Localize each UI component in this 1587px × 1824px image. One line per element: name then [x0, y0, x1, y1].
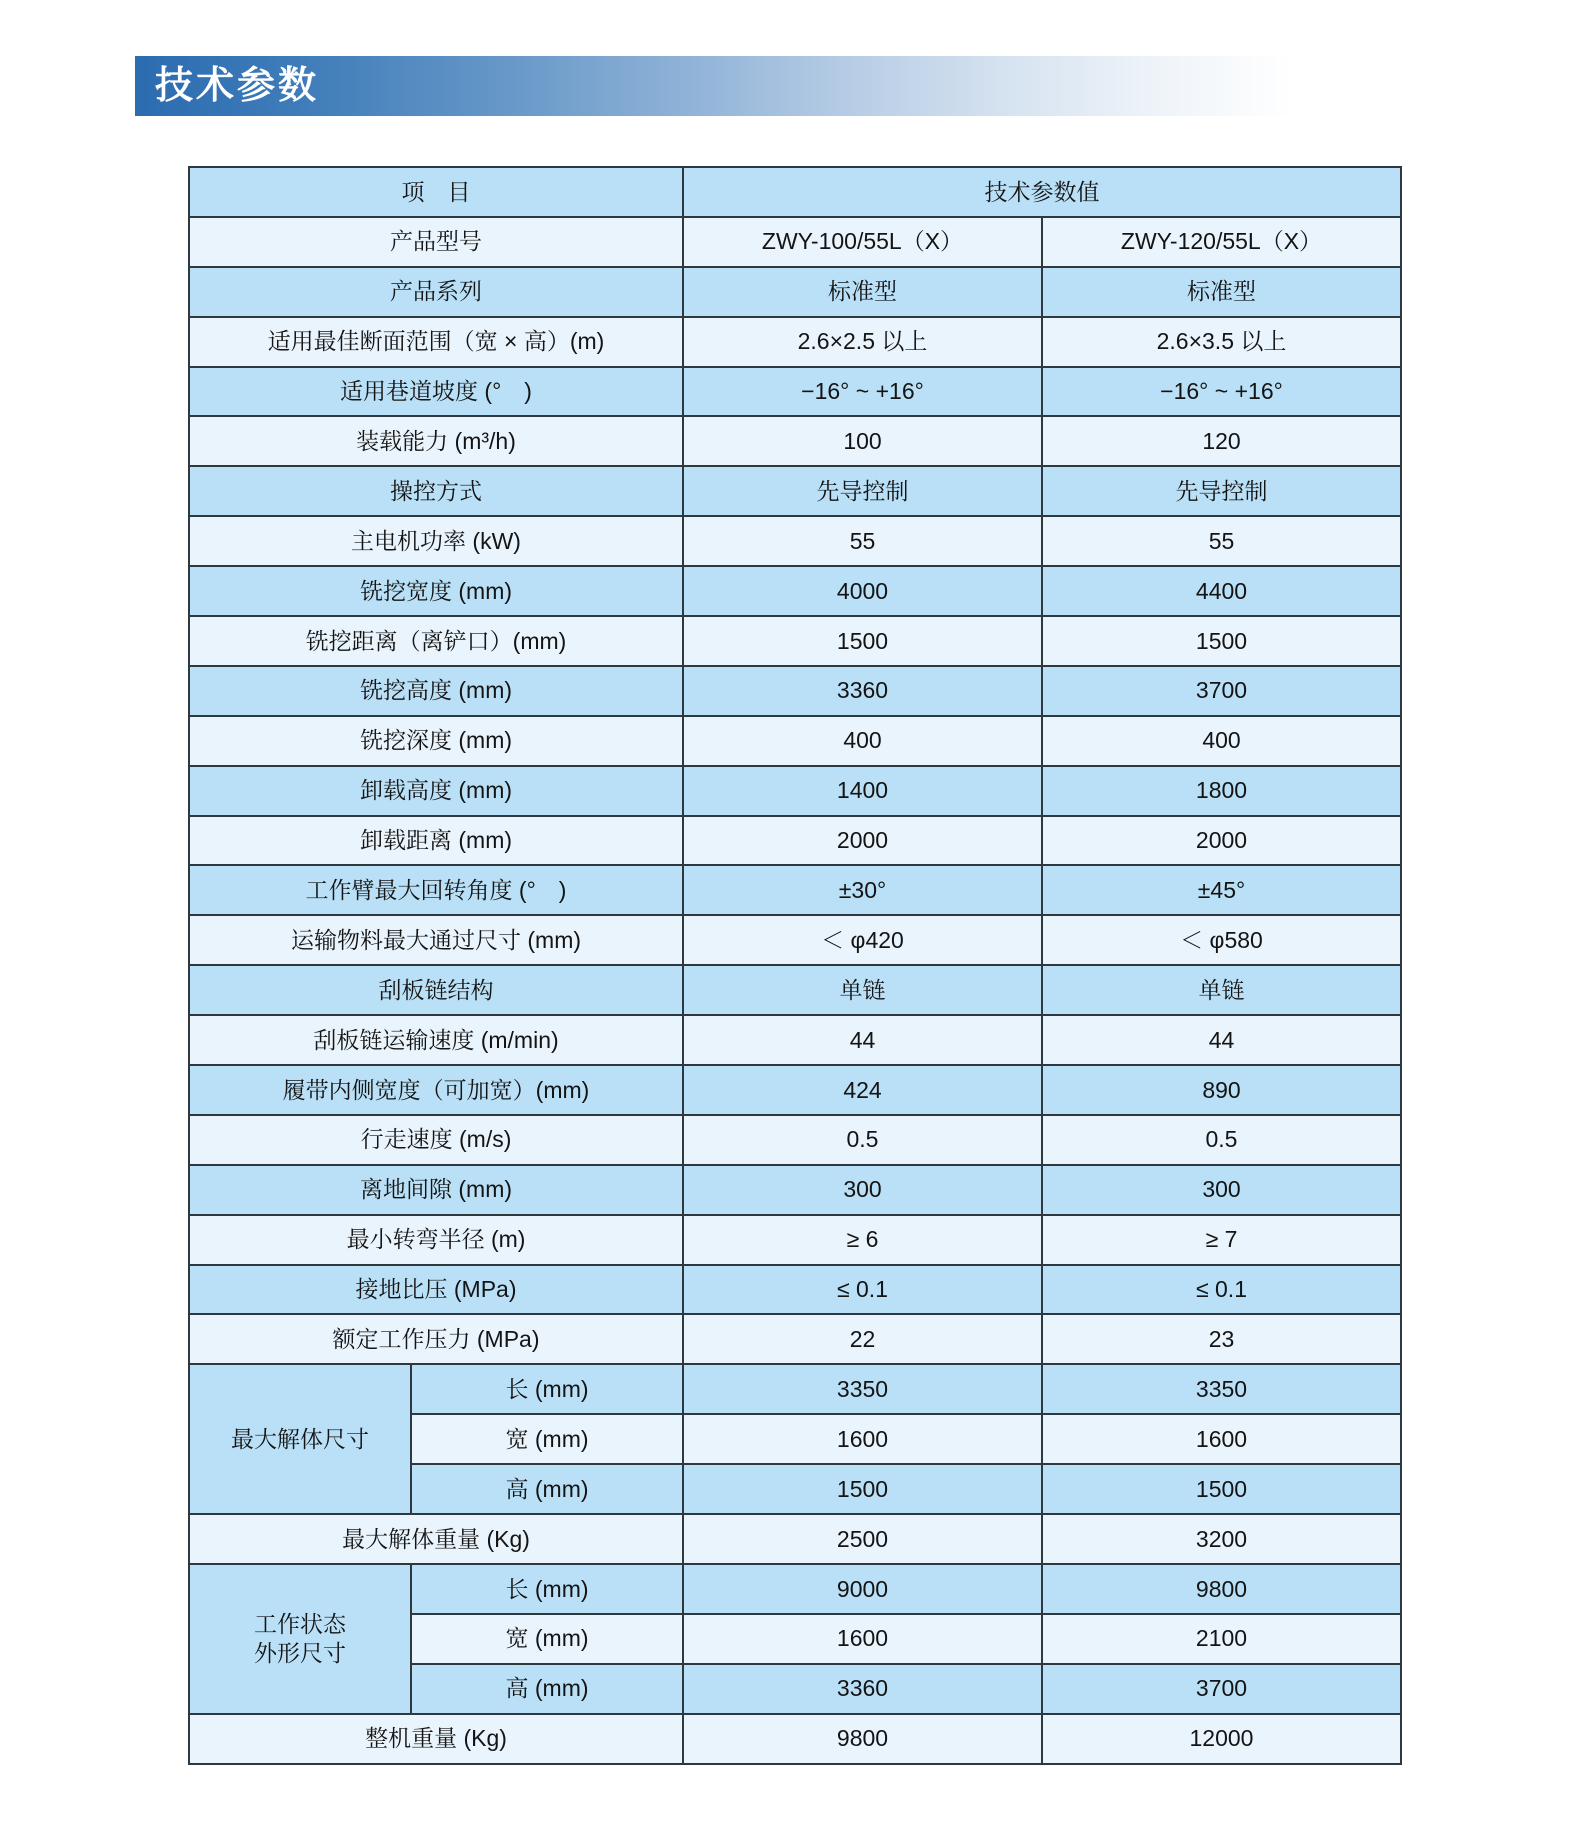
table-row: [189, 516, 1401, 566]
sub-label: 宽 (mm): [411, 1414, 683, 1464]
param-value-2: −16° ~ +16°: [1042, 367, 1401, 417]
section-title: 技术参数: [155, 65, 320, 107]
param-value-1: 先导控制: [683, 466, 1042, 516]
table-row: [189, 1015, 1401, 1065]
param-value-1: 100: [683, 416, 1042, 466]
param-label: 产品型号: [189, 217, 683, 267]
param-label: 工作臂最大回转角度 (° ): [189, 865, 683, 915]
table-row-group: [189, 1364, 1401, 1414]
section-banner: [135, 56, 1330, 116]
param-label: 最大解体重量 (Kg): [189, 1514, 683, 1564]
sub-label: 高 (mm): [411, 1664, 683, 1714]
param-value-2: 23: [1042, 1314, 1401, 1364]
param-value-1: 424: [683, 1065, 1042, 1115]
table-row: [189, 716, 1401, 766]
param-label: 整机重量 (Kg): [189, 1714, 683, 1764]
param-value-2: 12000: [1042, 1714, 1401, 1764]
param-value-2: ≤ 0.1: [1042, 1265, 1401, 1315]
param-label: 卸载高度 (mm): [189, 766, 683, 816]
param-value-2: 1500: [1042, 616, 1401, 666]
param-value-2: ZWY-120/55L（X）: [1042, 217, 1401, 267]
param-value-1: 3360: [683, 666, 1042, 716]
table-row: [189, 1115, 1401, 1165]
param-value-2: 3700: [1042, 666, 1401, 716]
param-value-1: 9800: [683, 1714, 1042, 1764]
param-value-1: 22: [683, 1314, 1042, 1364]
param-label: 最小转弯半径 (m): [189, 1215, 683, 1265]
table-row: [189, 915, 1401, 965]
table-header-row: [189, 167, 1401, 217]
param-value-1: 55: [683, 516, 1042, 566]
param-value-1: −16° ~ +16°: [683, 367, 1042, 417]
param-value-2: 4400: [1042, 566, 1401, 616]
param-label: 行走速度 (m/s): [189, 1115, 683, 1165]
param-value-2: 400: [1042, 716, 1401, 766]
table-row: [189, 466, 1401, 516]
param-value-2: 2100: [1042, 1614, 1401, 1664]
group-label-working: 工作状态 外形尺寸: [189, 1564, 411, 1714]
param-label: 卸载距离 (mm): [189, 816, 683, 866]
param-value-1: ZWY-100/55L（X）: [683, 217, 1042, 267]
table-row: [189, 865, 1401, 915]
param-label: 适用最佳断面范围（宽 × 高）(m): [189, 317, 683, 367]
param-value-1: ≤ 0.1: [683, 1265, 1042, 1315]
table-row: [189, 616, 1401, 666]
param-value-1: 1400: [683, 766, 1042, 816]
param-value-2: 3700: [1042, 1664, 1401, 1714]
table-row: [189, 1714, 1401, 1764]
param-value-2: 300: [1042, 1165, 1401, 1215]
param-value-1: 1500: [683, 616, 1042, 666]
param-value-2: ±45°: [1042, 865, 1401, 915]
param-value-2: 先导控制: [1042, 466, 1401, 516]
header-item: 项 目: [189, 167, 683, 217]
param-value-1: 1600: [683, 1614, 1042, 1664]
table-row: [189, 666, 1401, 716]
group-label-disassembly: 最大解体尺寸: [189, 1364, 411, 1514]
param-value-1: 0.5: [683, 1115, 1042, 1165]
param-label: 运输物料最大通过尺寸 (mm): [189, 915, 683, 965]
param-value-2: 44: [1042, 1015, 1401, 1065]
param-value-2: 890: [1042, 1065, 1401, 1115]
table-row: [189, 217, 1401, 267]
table-row: [189, 1165, 1401, 1215]
table-row: [189, 367, 1401, 417]
param-label: 离地间隙 (mm): [189, 1165, 683, 1215]
param-value-2: 1500: [1042, 1464, 1401, 1514]
param-value-2: 9800: [1042, 1564, 1401, 1614]
param-label: 刮板链运输速度 (m/min): [189, 1015, 683, 1065]
param-label: 操控方式: [189, 466, 683, 516]
param-label: 铣挖距离（离铲口）(mm): [189, 616, 683, 666]
param-label: 产品系列: [189, 267, 683, 317]
table-row: [189, 566, 1401, 616]
param-value-2: 0.5: [1042, 1115, 1401, 1165]
param-value-1: 2.6×2.5 以上: [683, 317, 1042, 367]
param-value-2: 120: [1042, 416, 1401, 466]
param-label: 履带内侧宽度（可加宽）(mm): [189, 1065, 683, 1115]
param-value-1: 44: [683, 1015, 1042, 1065]
param-value-2: 1600: [1042, 1414, 1401, 1464]
param-label: 适用巷道坡度 (° ): [189, 367, 683, 417]
param-value-2: 标准型: [1042, 267, 1401, 317]
param-value-2: 2.6×3.5 以上: [1042, 317, 1401, 367]
param-value-1: 3350: [683, 1364, 1042, 1414]
param-value-1: 1500: [683, 1464, 1042, 1514]
param-label: 铣挖深度 (mm): [189, 716, 683, 766]
sub-label: 高 (mm): [411, 1464, 683, 1514]
param-value-2: 3200: [1042, 1514, 1401, 1564]
param-value-1: ≥ 6: [683, 1215, 1042, 1265]
param-value-2: 2000: [1042, 816, 1401, 866]
tech-params-table: [188, 166, 1402, 1765]
param-value-1: 标准型: [683, 267, 1042, 317]
table-row: [189, 766, 1401, 816]
param-label: 接地比压 (MPa): [189, 1265, 683, 1315]
param-value-2: 3350: [1042, 1364, 1401, 1414]
table-row: [189, 267, 1401, 317]
param-value-1: ＜ φ420: [683, 915, 1042, 965]
param-label: 装载能力 (m³/h): [189, 416, 683, 466]
param-value-2: 单链: [1042, 965, 1401, 1015]
table-row-group: [189, 1564, 1401, 1614]
table-row: [189, 1065, 1401, 1115]
param-value-1: 300: [683, 1165, 1042, 1215]
param-label: 铣挖高度 (mm): [189, 666, 683, 716]
param-value-1: 9000: [683, 1564, 1042, 1614]
table-row: [189, 1514, 1401, 1564]
table-row: [189, 416, 1401, 466]
param-value-2: ≥ 7: [1042, 1215, 1401, 1265]
sub-label: 长 (mm): [411, 1364, 683, 1414]
param-value-2: 55: [1042, 516, 1401, 566]
param-value-2: 1800: [1042, 766, 1401, 816]
param-value-1: 单链: [683, 965, 1042, 1015]
param-value-1: 3360: [683, 1664, 1042, 1714]
table-row: [189, 1265, 1401, 1315]
param-value-1: 400: [683, 716, 1042, 766]
param-label: 铣挖宽度 (mm): [189, 566, 683, 616]
param-value-1: 2000: [683, 816, 1042, 866]
table-row: [189, 317, 1401, 367]
table-row: [189, 1314, 1401, 1364]
param-value-1: 1600: [683, 1414, 1042, 1464]
param-value-1: 2500: [683, 1514, 1042, 1564]
table-row: [189, 1215, 1401, 1265]
param-label: 主电机功率 (kW): [189, 516, 683, 566]
param-value-1: ±30°: [683, 865, 1042, 915]
table-row: [189, 816, 1401, 866]
param-value-2: ＜ φ580: [1042, 915, 1401, 965]
sub-label: 长 (mm): [411, 1564, 683, 1614]
sub-label: 宽 (mm): [411, 1614, 683, 1664]
table-row: [189, 965, 1401, 1015]
param-value-1: 4000: [683, 566, 1042, 616]
param-label: 刮板链结构: [189, 965, 683, 1015]
header-value: 技术参数值: [683, 167, 1401, 217]
param-label: 额定工作压力 (MPa): [189, 1314, 683, 1364]
